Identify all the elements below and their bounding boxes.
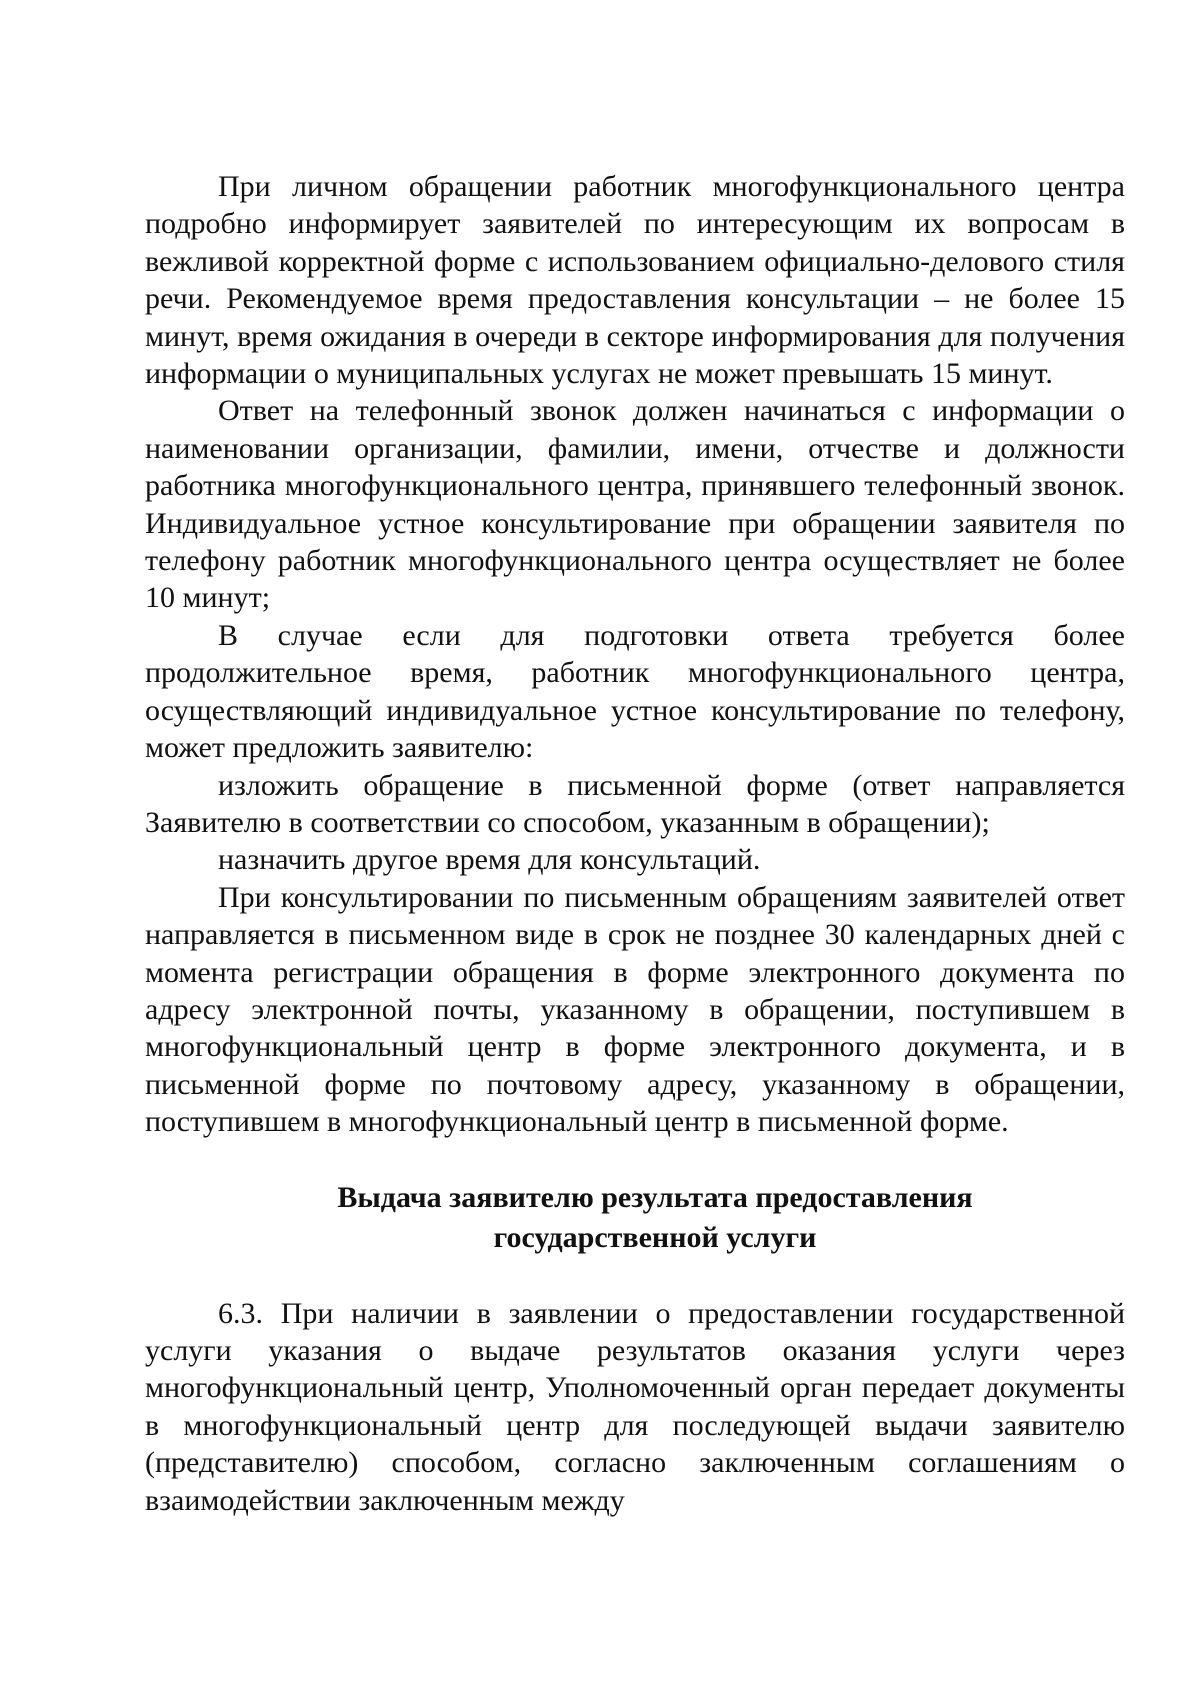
paragraph-option-reschedule: назначить другое время для консультаций. <box>218 843 761 877</box>
paragraph-personal-visit: При личном обращении работник многофункционального центра подробно информирует заявителей по интересующим их вопросам в вежливой корректной форме с использованием официально-делового стиля речи. Рекомендуемое время предоставления консультации – не более 15 минут, время ожидания в очереди в секторе информирования для получения информации о муниципальных услугах не может превышать 15 минут. <box>145 170 1125 391</box>
section-heading-line-2: государственной услуги <box>493 1220 817 1254</box>
document-page <box>145 168 1125 1519</box>
paragraph-option-written: изложить обращение в письменной форме (ответ направляется Заявителю в соответствии со способом, указанным в обращении); <box>145 768 1125 839</box>
paragraph-written-requests: При консультировании по письменным обращениям заявителей ответ направляется в письменном виде в срок не позднее 30 календарных дней с момента регистрации обращения в форме электронного документа по адресу электронной почты, указанному в обращении, поступившем в многофункциональный центр в форме электронного документа, и в письменной форме по почтовому адресу, указанному в обращении, поступившем в многофункциональный центр в письменной форме. <box>145 880 1125 1139</box>
paragraph-phone-call: Ответ на телефонный звонок должен начинаться с информации о наименовании организации, фамилии, имени, отчестве и должности работника многофункционального центра, принявшего телефонный звонок. Индивидуальное устное консультирование при обращении заявителя по телефону работник многофункционального центра осуществляет не более 10 минут; <box>145 394 1125 615</box>
section-heading-line-1: Выдача заявителю результата предоставления <box>337 1180 973 1214</box>
section-heading <box>145 1178 1125 1258</box>
paragraph-longer-time: В случае если для подготовки ответа требуется более продолжительное время, работник многофункционального центра, осуществляющий индивидуальное устное консультирование по телефону, может предложить заявителю: <box>145 618 1125 765</box>
paragraph-6-3: 6.3. При наличии в заявлении о предоставлении государственной услуги указания о выдаче результатов оказания услуги через многофункциональный центр, Уполномоченный орган передает документы в многофункциональный центр для последующей выдачи заявителю (представителю) способом, согласно заключенным соглашениям о взаимодействии заключенным между <box>145 1296 1125 1517</box>
